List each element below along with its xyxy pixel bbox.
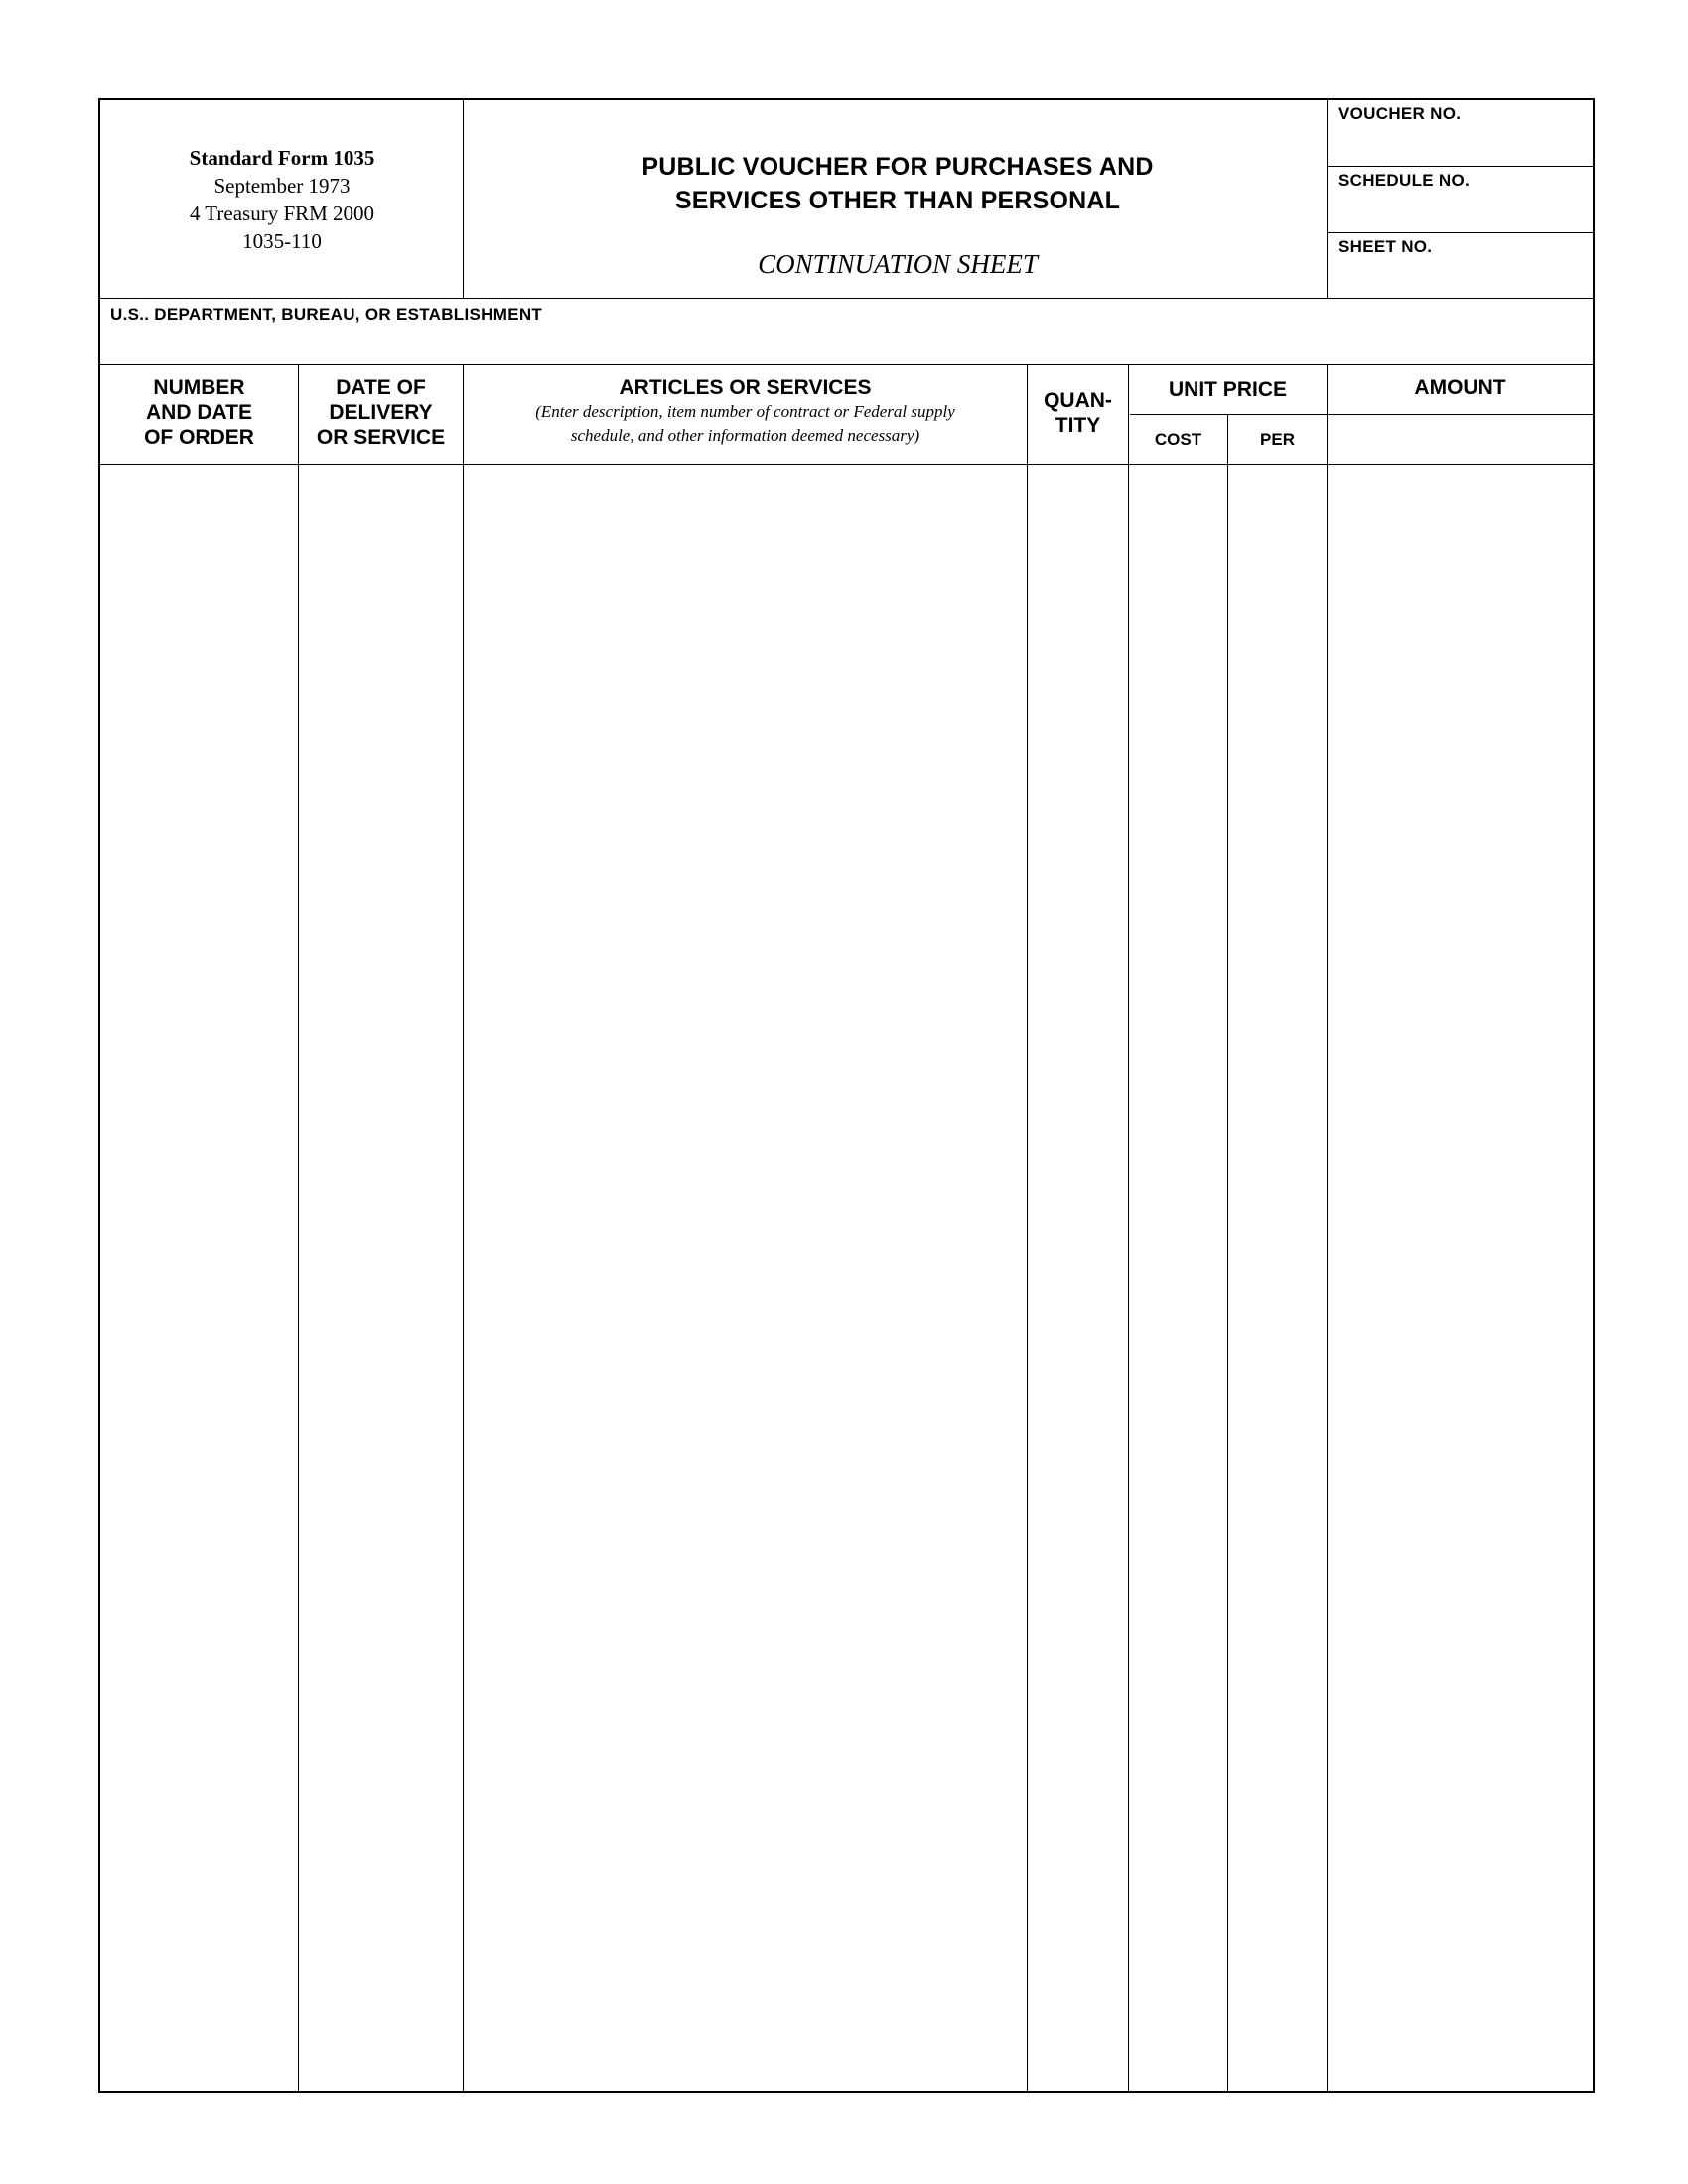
column-header-order <box>100 375 298 450</box>
entry-cell-articles[interactable] <box>465 466 1027 2091</box>
voucher-no-field[interactable] <box>1329 100 1593 166</box>
entry-cell-amount[interactable] <box>1329 466 1593 2091</box>
form-title-line-2: SERVICES OTHER THAN PERSONAL <box>674 187 1121 214</box>
order-header-line-1: NUMBER <box>153 376 245 399</box>
voucher-no-label: VOUCHER NO. <box>1338 104 1462 123</box>
schedule-no-label: SCHEDULE NO. <box>1338 171 1471 190</box>
form-title <box>464 150 1332 217</box>
unit-price-subheader-rule <box>1130 414 1593 415</box>
column-header-per: PER <box>1260 430 1295 449</box>
delivery-header-line-2: DELIVERY <box>329 401 433 424</box>
form-identification <box>100 100 464 299</box>
form-name: Standard Form 1035 <box>189 146 375 170</box>
order-header-line-2: AND DATE <box>146 401 252 424</box>
col-divider-cost <box>1227 414 1228 2093</box>
quantity-header-line-2: TITY <box>1055 414 1101 437</box>
title-block <box>464 100 1332 299</box>
entry-cell-delivery[interactable] <box>300 466 463 2091</box>
column-header-delivery <box>299 375 463 450</box>
entry-cell-quantity[interactable] <box>1029 466 1128 2091</box>
quantity-header-line-1: QUAN- <box>1044 389 1112 412</box>
articles-note-line-2: schedule, and other information deemed necessary) <box>570 426 920 445</box>
form-title-line-1: PUBLIC VOUCHER FOR PURCHASES AND <box>641 153 1154 181</box>
column-header-quantity <box>1028 388 1128 438</box>
col-divider-unit-price <box>1327 365 1328 2093</box>
department-label: U.S.. DEPARTMENT, BUREAU, OR ESTABLISHMENT <box>110 305 543 324</box>
column-header-unit-price: UNIT PRICE <box>1168 378 1287 401</box>
col-divider-order <box>298 365 299 2093</box>
entry-cell-per[interactable] <box>1229 466 1327 2091</box>
form-subtitle: CONTINUATION SHEET <box>758 249 1038 279</box>
column-header-articles <box>464 375 1027 448</box>
articles-note-line-1: (Enter description, item number of contract or Federal supply <box>535 402 955 421</box>
col-divider-delivery <box>463 365 464 2093</box>
delivery-header-line-1: DATE OF <box>336 376 426 399</box>
entry-cell-cost[interactable] <box>1130 466 1227 2091</box>
order-header-line-3: OF ORDER <box>144 426 254 449</box>
articles-header: ARTICLES OR SERVICES <box>619 376 872 399</box>
form-reference: 4 Treasury FRM 2000 <box>189 202 375 225</box>
form-number: 1035-110 <box>242 229 322 253</box>
delivery-header-line-3: OR SERVICE <box>316 426 446 449</box>
sheet-no-label: SHEET NO. <box>1338 237 1433 256</box>
column-header-amount: AMOUNT <box>1414 376 1506 399</box>
col-divider-quantity <box>1128 365 1129 2093</box>
col-divider-articles <box>1027 365 1028 2093</box>
department-field[interactable] <box>100 300 1593 364</box>
sheet-no-field[interactable] <box>1329 233 1593 298</box>
department-bottom-rule <box>100 364 1593 365</box>
column-header-bottom-rule <box>100 464 1593 465</box>
form-date: September 1973 <box>213 174 351 198</box>
voucher-continuation-form <box>98 98 1595 2093</box>
schedule-no-field[interactable] <box>1329 167 1593 232</box>
column-header-cost: COST <box>1154 430 1202 449</box>
entry-cell-order[interactable] <box>100 466 298 2091</box>
